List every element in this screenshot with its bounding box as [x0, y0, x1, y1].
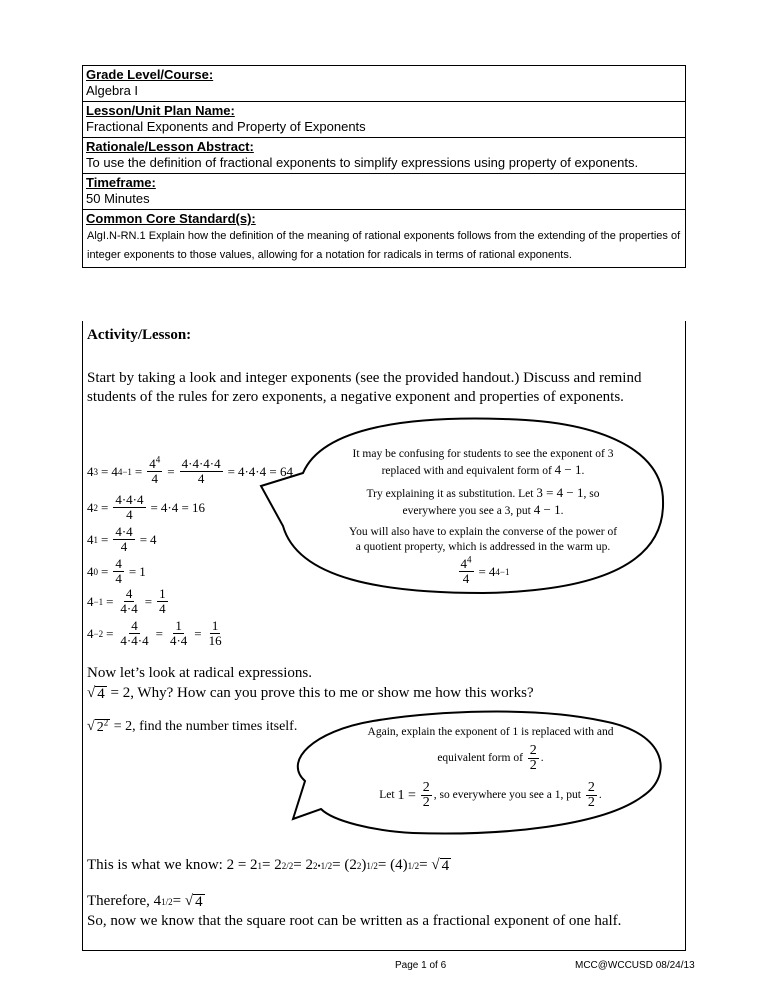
lesson-header-table	[82, 65, 686, 268]
bubble-one-eq: $\frac{4^4}{4}$ = 4 4−1	[460, 554, 510, 586]
standard-value: AlgI.N-RN.1 Explain how the definition of the meaning of rational exponents follows from the extending of the properties of integer exponents to those values, allowing for a notation for radicals in terms of rational exponents.	[87, 230, 681, 261]
rationale-row	[83, 138, 685, 174]
bubble-two-line1: Again, explain the exponent of 1 is replaced with and	[367, 726, 614, 738]
rationale-label: Rationale/Lesson Abstract:	[86, 139, 254, 154]
eq-4-neg2: 4 −2 = $\frac{4}{4\cdot 4\cdot 4}$ = $\frac{1}{4\cdot 4}$ = $\frac{1}{16}$	[87, 618, 222, 648]
bubble-two-line2: equivalent form of $\frac{2}{2}$ .	[437, 743, 544, 773]
eq-4-squared: 4 2 = $\frac{4\cdot 4\cdot 4}{4}$ = 4·4 = 16	[87, 492, 206, 522]
radical-intro: Now let’s look at radical expressions.	[87, 665, 312, 681]
bubble-one-line5: You will also have to explain the converse of the power of	[348, 526, 618, 538]
know-line: This is what we know: 2 = 2 1 = 2 2/2 = 2 2•1/2 = (2 2 ) 1/2 = (4) 1/2 = √ 4	[87, 857, 450, 874]
lesson-value: Fractional Exponents and Property of Exponents	[86, 119, 366, 134]
bubble-two-text	[318, 725, 663, 810]
standard-row	[83, 210, 685, 267]
eq-4-neg1: 4 −1 = $\frac{4}{4\cdot 4}$ = $\frac{1}{4}$	[87, 586, 166, 616]
lesson-label: Lesson/Unit Plan Name:	[86, 103, 235, 118]
timeframe-row	[83, 174, 685, 210]
document-code: MCC@WCCUSD 08/24/13	[575, 960, 695, 971]
timeframe-value: 50 Minutes	[86, 191, 150, 206]
activity-intro: Start by taking a look and integer exponents (see the provided handout.) Discuss and remind students of the rules for zero exponents, a negative exponent and properties of exponents.	[87, 370, 642, 405]
rationale-value: To use the definition of fractional exponents to simplify expressions using property of exponents.	[86, 155, 639, 170]
bubble-one-line4: everywhere you see a 3, put 4 − 1.	[402, 502, 564, 517]
eq-4-cubed: 4 3 = 4 4−1 = $\frac{4^4}{4}$ = $\frac{4\cdot 4\cdot 4\cdot 4}{4}$ = 4·4·4 = 64	[87, 454, 293, 486]
bubble-two-line3: Let 1 = $\frac{2}{2}$ , so everywhere you see a 1, put $\frac{2}{2}$ .	[379, 780, 602, 810]
bubble-one-line2: replaced with and equivalent form of 4 − 1.	[381, 462, 585, 477]
eq-4-first: 4 1 = $\frac{4\cdot 4}{4}$ = 4	[87, 524, 157, 554]
grade-value: Algebra I	[86, 83, 139, 98]
page-number: Page 1 of 6	[395, 960, 447, 971]
grade-label: Grade Level/Course:	[86, 67, 214, 82]
radical-sqrt4-line: √ 4 = 2 , Why? How can you prove this to me or show me how this works?	[87, 685, 534, 702]
therefore-line: Therefore, 4 1/2 = √ 4	[87, 893, 203, 910]
standard-label: Common Core Standard(s):	[86, 211, 256, 226]
conclusion-line: So, now we know that the square root can be written as a fractional exponent of one half.	[87, 913, 622, 929]
activity-section	[82, 321, 686, 951]
bubble-one-text	[318, 447, 648, 586]
bubble-one-line3: Try explaining it as substitution. Let 3 = 4 − 1, so	[366, 485, 600, 500]
activity-title: Activity/Lesson:	[87, 327, 192, 343]
lesson-row	[83, 102, 685, 138]
radical-sqrt2sq-line: √ $2^2$ = 2 , find the number times itself.	[87, 717, 298, 735]
grade-row	[83, 66, 685, 102]
timeframe-label: Timeframe:	[86, 175, 156, 190]
bubble-one-line6: a quotient property, which is addressed in the warm up.	[355, 541, 611, 553]
bubble-one-line1: It may be confusing for students to see the exponent of 3	[352, 448, 614, 460]
eq-4-zero: 4 0 = $\frac{4}{4}$ = 1	[87, 556, 146, 586]
